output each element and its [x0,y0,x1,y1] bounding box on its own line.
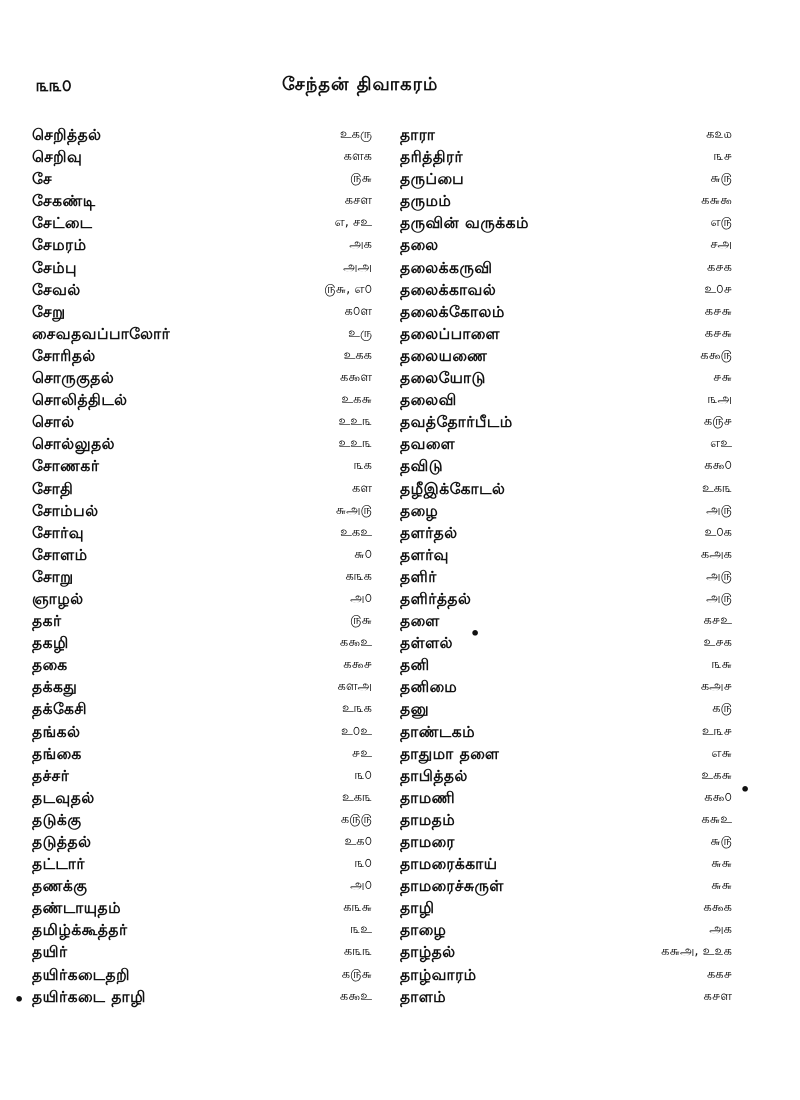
index-entry [400,875,732,897]
entry-reference-number: உக௦ [344,834,372,849]
entry-term: தலை [400,236,439,255]
entry-term: சே [32,170,53,189]
index-entry [400,721,732,743]
index-entry [400,257,732,279]
entry-term: தவளை [400,435,456,454]
index-entry [400,632,732,654]
index-entry [400,345,732,367]
entry-reference-number: ௩க [353,458,372,474]
page-number: ௩௩௦ [36,76,72,96]
entry-term: தாண்டகம் [400,722,476,741]
index-entry [400,698,732,720]
index-entry [400,522,732,544]
index-entry [32,676,372,698]
index-entry [32,566,372,588]
index-entry [32,721,372,743]
entry-term: தயிர் [32,943,68,962]
entry-reference-number: அ௫ [706,568,732,584]
entry-reference-number: உ௩க [341,701,372,717]
entry-term: தாமணி [400,788,456,807]
entry-reference-number: ௫௬ [350,171,372,187]
index-entry [32,588,372,610]
index-entry [32,234,372,256]
index-entry [32,389,372,411]
index-entry [32,168,372,190]
entry-reference-number: க௩௬ [343,900,372,916]
index-entry [400,897,732,919]
entry-term: தாமரைக்காய் [400,855,498,874]
entry-term: தாதுமா தளை [400,744,500,763]
index-entry [400,588,732,610]
entry-term: தகழி [32,634,69,653]
entry-term: தளை [400,612,440,631]
entry-term: தடுக்கு [32,810,82,829]
entry-reference-number: உ௪க [703,635,732,651]
entry-term: தாமதம் [400,810,456,829]
entry-term: தண்டாயுதம் [32,899,122,918]
index-entry [400,919,732,941]
index-entry [32,809,372,831]
index-entry [32,433,372,455]
entry-term: தலைக்கருவி [400,258,493,277]
entry-reference-number: அ௫ [706,502,732,518]
index-entry [400,455,732,477]
entry-term: சேகண்டி [32,192,96,211]
index-entry [400,676,732,698]
entry-reference-number: க௪ள [703,988,732,1004]
entry-term: சேவல் [32,280,81,299]
entry-reference-number: கள [351,480,372,496]
entry-term: சோரிதல் [32,346,96,365]
entry-term: தனு [400,700,430,719]
entry-reference-number: எஉ [710,436,732,452]
entry-reference-number: ௪௬ [713,370,732,386]
entry-reference-number: எ௫ [710,215,732,231]
entry-reference-number: உ௦௪ [704,281,732,297]
entry-term: தலைவி [400,391,457,410]
entry-reference-number: உக௬ [341,392,372,408]
index-entry [32,190,372,212]
entry-term: தழீஇக்கோடல் [400,479,506,498]
entry-term: தனிமை [400,678,458,697]
index-entry [400,367,732,389]
entry-reference-number: உக௩ [341,789,372,805]
entry-term: தலைப்பாளை [400,324,500,343]
index-entry [32,875,372,897]
entry-reference-number: உகஉ [340,524,372,540]
entry-reference-number: ௬௫ [710,171,732,187]
entry-reference-number: ௩உ [350,922,372,938]
index-entry [32,831,372,853]
entry-term: சேம்பு [32,258,78,277]
entry-reference-number: க௦ள [344,303,372,319]
entry-reference-number: க௬அ, உ௨க [661,944,732,960]
entry-reference-number: க௯க [703,900,732,916]
index-entry [32,787,372,809]
index-entry [400,787,732,809]
entry-term: சேட்டை [32,214,93,233]
entry-term: தலையோடு [400,369,486,388]
entry-reference-number: ௪உ [351,745,372,761]
entry-term: செறிவு [32,148,83,167]
index-entry [32,986,372,1008]
index-entry [400,964,732,986]
entry-reference-number: ௩௬ [711,657,732,673]
entry-reference-number: ௫௬ [350,613,372,629]
index-entry [32,522,372,544]
entry-reference-number: ௫௬, எ௦ [324,281,372,297]
index-entry [32,941,372,963]
index-entry [400,323,732,345]
index-entry [32,323,372,345]
entry-term: தாபித்தல் [400,766,468,785]
entry-term: செறித்தல் [32,126,102,144]
entry-reference-number: க௪௬ [704,325,732,341]
entry-reference-number: எ௬ [711,745,732,761]
index-entry [32,765,372,787]
entry-reference-number: ௬௬ [710,878,732,894]
entry-reference-number: ௩௦ [354,856,372,872]
entry-term: சேறு [32,302,66,321]
entry-term: தலையணை [400,346,488,365]
entry-reference-number: உரு [348,325,372,341]
entry-reference-number: உ௦க [704,524,732,540]
index-entry [32,411,372,433]
entry-term: தலைக்கோலம் [400,302,505,321]
index-entry [32,257,372,279]
index-entry [400,500,732,522]
entry-reference-number: க௯ள [339,370,372,386]
entry-term: தவத்தோர்பீடம் [400,413,513,432]
index-entry [32,897,372,919]
entry-term: தரித்திரர் [400,148,464,167]
entry-reference-number: ௬௦ [354,546,372,562]
index-entry [32,279,372,301]
index-entry [400,212,732,234]
entry-reference-number: ௬௬ [710,856,732,872]
entry-reference-number: உ௩௪ [701,723,732,739]
entry-term: தட்டார் [32,855,85,874]
entry-reference-number: க௩க [345,568,372,584]
index-entry [400,433,732,455]
index-entry [32,212,372,234]
entry-reference-number: க௪க [706,259,732,275]
index-entry [32,500,372,522]
entry-reference-number: க௬உ [701,811,732,827]
index-entry [400,301,732,323]
entry-term: சோம்பல் [32,501,99,520]
entry-reference-number: உகரு [339,127,372,142]
page-title: சேந்தன் திவாகரம் [282,74,439,95]
entry-reference-number: கஅ௪ [700,679,732,695]
entry-reference-number: உக௩ [701,480,732,496]
entry-term: தருமம் [400,192,452,211]
entry-term: தாழ்வாரம் [400,965,477,984]
entry-term: தமிழ்க்கூத்தர் [32,921,128,940]
entry-reference-number: சஅ [710,237,732,253]
index-column-right [400,124,732,1008]
entry-reference-number: உ௦உ [340,723,372,739]
entry-reference-number: அக [709,922,732,938]
entry-term: சொல்லுதல் [32,435,116,454]
index-entry [32,743,372,765]
index-entry [32,478,372,500]
index-entry [32,919,372,941]
entry-term: தாரா [400,126,436,144]
entry-term: சோறு [32,567,74,586]
entry-reference-number: க௨௰ [706,127,732,142]
ink-dot-mark: • [470,624,481,643]
index-entry [400,831,732,853]
entry-term: சேமரம் [32,236,87,255]
entry-reference-number: க௫௪ [703,414,732,430]
index-entry [32,964,372,986]
entry-reference-number: க௪உ [703,613,732,629]
entry-term: சொருகுதல் [32,369,115,388]
entry-term: தலைக்காவல் [400,280,497,299]
entry-term: தாழ்தல் [400,943,456,962]
entry-reference-number: க௫௬ [341,966,372,982]
entry-term: சொல் [32,413,75,432]
entry-term: சோணகர் [32,457,100,476]
entry-term: தள்ளல் [400,634,453,653]
index-entry [400,124,732,146]
index-entry [400,941,732,963]
entry-term: தளிர்த்தல் [400,589,472,608]
index-entry [32,853,372,875]
entry-reference-number: ௩௪ [713,149,732,165]
index-column-left [32,124,372,1008]
index-entry [400,478,732,500]
entry-term: தாளம் [400,987,447,1006]
entry-reference-number: க௯௪ [343,657,372,673]
entry-term: ஞாழல் [32,589,84,608]
entry-reference-number: ௩அ [707,392,732,408]
entry-term: சோர்வு [32,523,85,542]
index-entry [400,566,732,588]
entry-term: தகை [32,656,68,675]
entry-term: தாழி [400,899,435,918]
entry-reference-number: ௬அ௫ [335,502,372,518]
entry-term: தாழை [400,921,447,940]
index-entry [400,544,732,566]
entry-term: தவிடு [400,457,444,476]
index-entry [400,168,732,190]
entry-reference-number: க௯௦ [704,458,732,474]
index-entry [400,853,732,875]
index-entry [400,986,732,1008]
entry-term: தழை [400,501,439,520]
entry-reference-number: அக [349,237,372,253]
entry-reference-number: ௬௫ [710,834,732,849]
entry-term: தாமரைச்சுருள் [400,877,504,896]
entry-term: தளர்வு [400,545,450,564]
entry-reference-number: உகக [343,347,372,363]
entry-term: தங்கை [32,744,82,763]
ink-dot-mark: • [14,990,25,1009]
entry-term: தக்கது [32,678,78,697]
index-entry [400,234,732,256]
index-entry [32,124,372,146]
index-entry [32,146,372,168]
entry-term: தணக்கு [32,877,88,896]
entry-reference-number: உஉ௩ [338,436,372,452]
entry-term: தக்கேசி [32,700,88,719]
entry-term: தளர்தல் [400,523,458,542]
index-entry [400,765,732,787]
ink-dot-mark: • [740,780,751,799]
entry-reference-number: கக௪ [706,966,732,982]
entry-reference-number: க௩௩ [343,944,372,960]
entry-term: தகர் [32,612,62,631]
index-entry [400,654,732,676]
entry-reference-number: க௫ [712,701,732,717]
entry-term: தருவின் வருக்கம் [400,214,530,233]
index-entry [32,610,372,632]
entry-reference-number: க௯உ [339,988,372,1004]
index-entry [32,345,372,367]
entry-term: தளிர் [400,567,437,586]
entry-term: சொலித்திடல் [32,391,128,410]
index-entry [400,743,732,765]
entry-reference-number: கஅக [700,546,732,562]
entry-reference-number: எ, சஉ [334,215,372,231]
entry-term: தடவுதல் [32,788,95,807]
entry-term: தச்சர் [32,766,70,785]
entry-reference-number: களஅ [337,679,372,695]
entry-reference-number: அ௦ [350,878,372,894]
entry-reference-number: ௩௦ [354,767,372,783]
index-entry [400,411,732,433]
index-entry [32,455,372,477]
index-entry [400,146,732,168]
index-entry [32,367,372,389]
entry-term: தாமரை [400,833,455,851]
entry-reference-number: க௯௫ [700,347,732,363]
index-entry [32,301,372,323]
entry-reference-number: களக [343,149,372,165]
entry-term: சோளம் [32,545,88,564]
index-entry [400,279,732,301]
index-entry [32,544,372,566]
index-entry [32,632,372,654]
entry-term: சோதி [32,479,74,498]
entry-reference-number: உஉ௩ [338,414,372,430]
entry-term: தடுத்தல் [32,833,92,851]
entry-reference-number: க௬௯ [701,193,732,209]
entry-reference-number: கசள [344,193,372,209]
index-entry [400,389,732,411]
entry-reference-number: க௪௬ [704,303,732,319]
entry-reference-number: அ௦ [350,590,372,606]
index-entry [32,654,372,676]
entry-reference-number: க௫௫ [340,811,372,827]
entry-term: தருப்பை [400,170,465,189]
entry-reference-number: க௯௦ [704,789,732,805]
entry-term: தயிர்கடை தாழி [32,987,146,1006]
entry-reference-number: அஅ [343,259,372,275]
entry-term: தயிர்கடைதறி [32,965,130,984]
entry-term: தனி [400,656,430,675]
entry-term: தங்கல் [32,722,81,741]
index-entry [32,698,372,720]
index-entry [400,190,732,212]
index-entry [400,610,732,632]
entry-reference-number: க௯உ [339,635,372,651]
entry-reference-number: அ௫ [706,590,732,606]
index-entry [400,809,732,831]
entry-reference-number: உக௬ [701,767,732,783]
entry-term: சைவதவப்பாலோர் [32,324,171,343]
